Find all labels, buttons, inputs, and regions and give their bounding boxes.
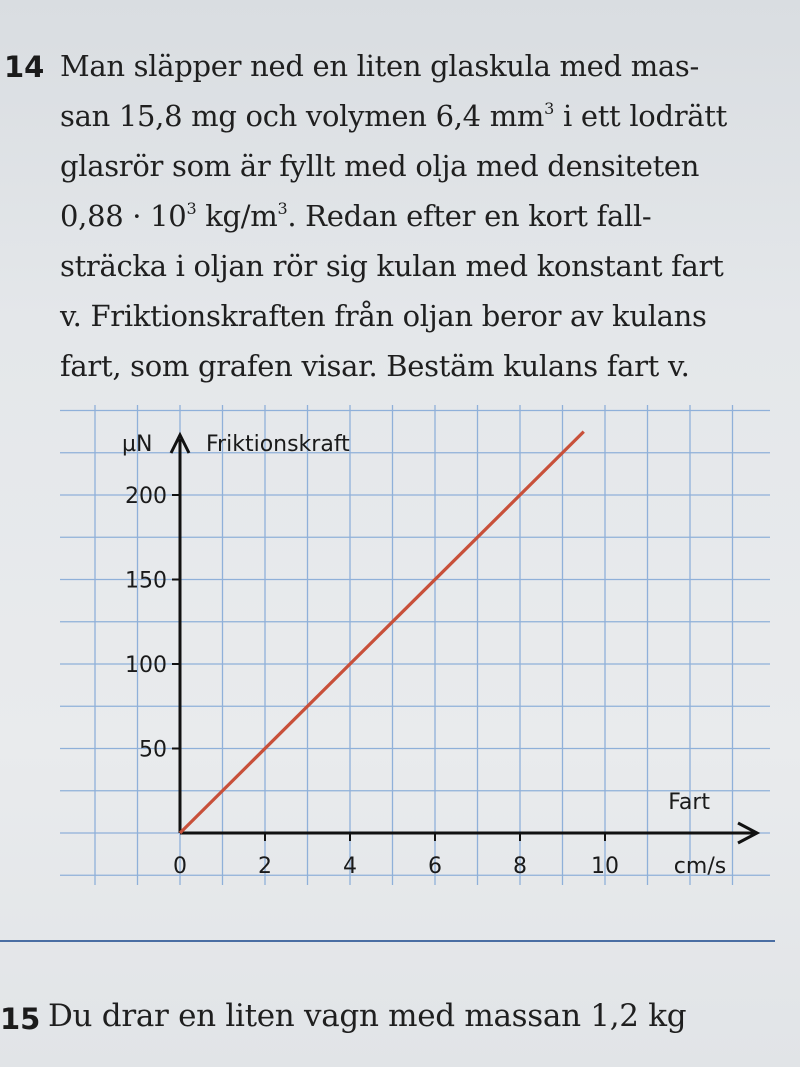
chart-grid — [60, 405, 770, 885]
problem-text-line-1: Man släpper ned en liten glaskula med mas- — [60, 49, 699, 83]
y-tick-label: 50 — [139, 737, 167, 763]
problem-number: 15 — [0, 1002, 41, 1036]
x-axis-unit: cm/s — [673, 854, 727, 879]
y-tick-label: 200 — [125, 484, 167, 509]
x-axis-label: Fart — [668, 790, 710, 815]
problem-number: 14 — [4, 50, 45, 84]
series-line — [180, 432, 584, 833]
x-tick-label: 2 — [258, 854, 272, 879]
problem-text-line-3: glasrör som är fyllt med olja med densiteten — [60, 149, 700, 183]
problem-text-line-2-cut — [48, 1046, 58, 1067]
x-tick-label: 4 — [343, 854, 357, 879]
problem-text-line-2: san 15,8 mg och volymen 6,4 $mm^3$ i ett lodrätt — [60, 99, 727, 133]
chart-axes — [171, 435, 757, 843]
friction-force-graph — [0, 395, 800, 925]
y-axis-label: Friktionskraft — [206, 432, 350, 457]
previous-page-text-fragment — [120, 0, 720, 12]
y-tick-label: 100 — [125, 653, 167, 678]
problem-text-line-7: fart, som grafen visar. Bestäm kulans fart v. — [60, 349, 690, 383]
section-divider — [0, 940, 775, 942]
problem-text-line-4: $0,88 \cdot 10^3$ $kg/m^3$. Redan efter en kort fall- — [60, 199, 652, 233]
problem-text-line-1: Du drar en liten vagn med massan 1,2 kg — [48, 998, 687, 1034]
problem-text-line-6: v. Friktionskraften från oljan beror av kulans — [60, 299, 707, 333]
x-tick-label: 8 — [513, 854, 527, 879]
chart-svg — [0, 395, 800, 925]
chart-ticks — [125, 484, 619, 879]
x-tick-label: 10 — [591, 854, 619, 879]
y-tick-label: 150 — [125, 568, 167, 594]
x-tick-label: 6 — [428, 854, 442, 879]
problem-text-line-5: sträcka i oljan rör sig kulan med konstant fart — [60, 249, 724, 283]
chart-series — [180, 432, 584, 833]
y-axis-unit: µN — [122, 432, 153, 457]
chart-labels — [122, 432, 726, 879]
x-tick-label: 0 — [173, 854, 187, 879]
